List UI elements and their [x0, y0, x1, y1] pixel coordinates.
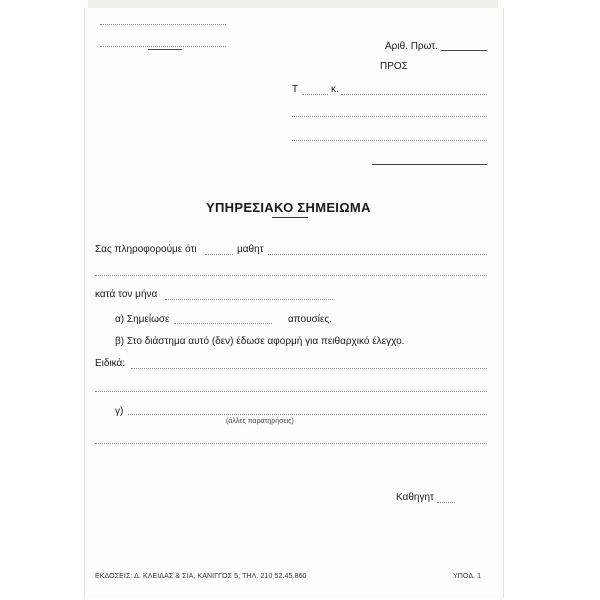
- recipient-underline: [372, 164, 487, 165]
- title-underline: [272, 217, 308, 218]
- item-c-label: γ): [115, 406, 124, 417]
- form-page: [84, 8, 504, 598]
- publisher-footer: ΕΚΔΟΣΕΙΣ: Δ. ΚΛΕΙΔΑΣ & ΣΙΑ, ΚΑΝΙΓΓΟΣ 5, ΤΗΛ. 210 52.45.860: [95, 573, 307, 580]
- page-title: ΥΠΗΡΕΣΙΑΚΟ ΣΗΜΕΙΩΜΑ: [206, 200, 371, 215]
- header-left-line-1[interactable]: [100, 24, 226, 25]
- item-b-text: β) Στο διάστημα αυτό (δεν) έδωσε αφορμή για πειθαρχικό έλεγχο.: [115, 336, 405, 347]
- header-left-underline: [148, 49, 182, 50]
- tk-field[interactable]: [302, 94, 328, 95]
- recipient-line-3[interactable]: [292, 140, 487, 141]
- month-label: κατά τον μήνα: [95, 289, 158, 300]
- article-field[interactable]: [205, 254, 233, 255]
- student-name-line-2[interactable]: [95, 275, 487, 276]
- header-left-line-2[interactable]: [100, 46, 226, 47]
- month-field[interactable]: [165, 299, 333, 300]
- specific-label: Ειδικά:: [95, 358, 126, 369]
- inform-text: Σας πληροφορούμε ότι: [95, 244, 197, 255]
- student-label: μαθητ: [237, 244, 264, 255]
- item-a-suffix: απουσίες.: [288, 314, 333, 325]
- teacher-signature-label: Καθηγητ: [396, 492, 434, 503]
- form-code: ΥΠΟΔ. 1: [453, 573, 482, 580]
- absences-field[interactable]: [174, 323, 272, 324]
- teacher-suffix-field[interactable]: [437, 502, 455, 503]
- remarks-line-2[interactable]: [95, 443, 487, 444]
- to-label: ΠΡΟΣ: [380, 61, 408, 72]
- item-a-label: α) Σημείωσε: [115, 314, 170, 325]
- specific-line-2[interactable]: [95, 391, 487, 392]
- protocol-number-field[interactable]: [441, 50, 487, 51]
- tk-label: Τ: [292, 84, 299, 95]
- tk-suffix: κ.: [331, 84, 339, 95]
- recipient-line-2[interactable]: [292, 116, 487, 117]
- remarks-line-1[interactable]: [128, 414, 487, 415]
- recipient-line-1[interactable]: [341, 94, 487, 95]
- student-name-field[interactable]: [268, 254, 487, 255]
- other-remarks-caption: (άλλες παρατηρήσεις): [226, 418, 294, 425]
- protocol-number-label: Αριθ. Πρωτ.: [385, 41, 439, 52]
- specific-line-1[interactable]: [131, 368, 487, 369]
